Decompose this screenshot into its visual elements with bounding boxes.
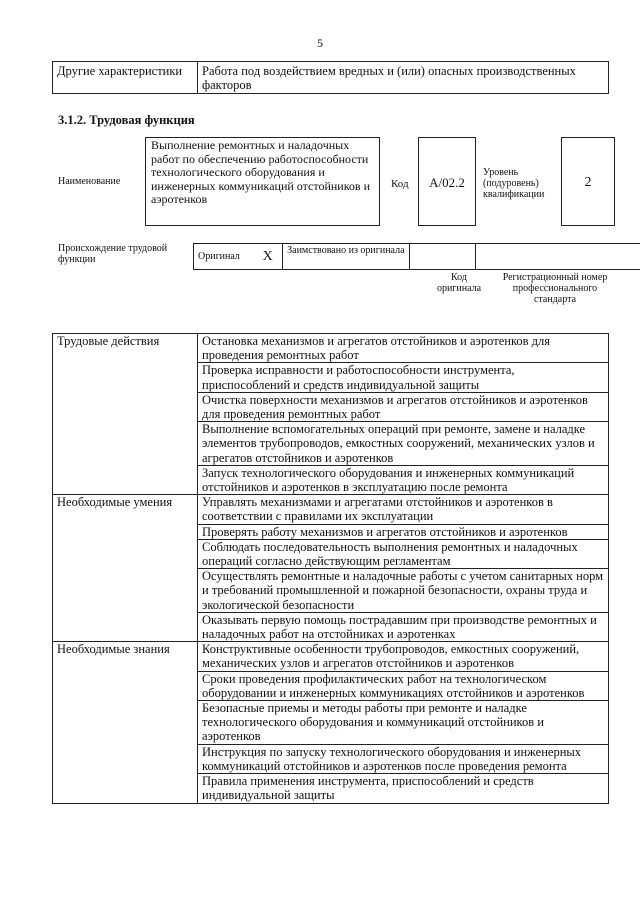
- level-label: Уровень (подуровень) квалификации: [483, 167, 545, 200]
- origin-label: Происхождение трудовой функции: [58, 243, 168, 265]
- other-characteristics-label: Другие характеристики: [53, 62, 198, 94]
- table-row: [53, 334, 609, 363]
- original-code-cell: [409, 244, 476, 270]
- table-row: [194, 244, 640, 270]
- function-details-table: [52, 333, 609, 804]
- item-cell: Правила применения инструмента, приспособлений и средств индивидуальной защиты: [198, 774, 609, 803]
- original-mark: X: [259, 244, 283, 270]
- item-cell: Проверять работу механизмов и агрегатов отстойников и аэротенков: [198, 524, 609, 539]
- item-cell: Управлять механизмами и агрегатами отстойников и аэротенков в соответствии с правилами их эксплуатации: [198, 495, 609, 524]
- item-cell: Выполнение вспомогательных операций при ремонте, замене и наладке элементов трубопроводов, емкостных сооружений, механических узлов и агрегатов отстойников и аэротенков: [198, 422, 609, 466]
- level-value-box: 2: [561, 137, 615, 226]
- origin-table: [193, 243, 640, 270]
- table-row: [53, 62, 609, 94]
- item-cell: Осуществлять ремонтные и наладочные работы с учетом санитарных норм и требований промышленной и пожарной безопасности, охраны труда и экологической безопасности: [198, 569, 609, 613]
- other-characteristics-table: [52, 61, 609, 94]
- table-row: [53, 495, 609, 524]
- code-label: Код: [391, 178, 409, 190]
- page-number: 5: [317, 36, 323, 50]
- borrowed-label: Заимствовано из оригинала: [283, 244, 410, 270]
- item-cell: Проверка исправности и работоспособности инструмента, приспособлений и средств индивидуальной защиты: [198, 363, 609, 392]
- other-characteristics-value: Работа под воздействием вредных и (или) опасных производственных факторов: [198, 62, 609, 94]
- item-cell: Безопасные приемы и методы работы при ремонте и наладке технологического оборудования и коммуникаций отстойников и аэротенков: [198, 701, 609, 745]
- function-name-box: Выполнение ремонтных и наладочных работ по обеспечению работоспособности технологического оборудования и инженерных коммуникаций отстойников и аэротенков: [145, 137, 380, 226]
- table-row: [53, 642, 609, 671]
- item-cell: Оказывать первую помощь пострадавшим при производстве ремонтных и наладочных работ на отстойниках и аэротенках: [198, 612, 609, 641]
- category-cell: Необходимые умения: [53, 495, 198, 642]
- original-label: Оригинал: [194, 244, 259, 270]
- item-cell: Запуск технологического оборудования и инженерных коммуникаций отстойников и аэротенков в эксплуатацию после ремонта: [198, 465, 609, 494]
- category-cell: Трудовые действия: [53, 334, 198, 495]
- item-cell: Сроки проведения профилактических работ на технологическом оборудовании и инженерных коммуникациях отстойников и аэротенков: [198, 671, 609, 700]
- reg-number-caption: Регистрационный номер профессионального стандарта: [502, 272, 608, 305]
- reg-number-cell: [476, 244, 640, 270]
- item-cell: Очистка поверхности механизмов и агрегатов отстойников и аэротенков для проведения ремонтных работ: [198, 392, 609, 421]
- category-cell: Необходимые знания: [53, 642, 198, 803]
- function-code-box: A/02.2: [418, 137, 476, 226]
- item-cell: Соблюдать последовательность выполнения ремонтных и наладочных операций согласно действующим регламентам: [198, 539, 609, 568]
- code-original-caption: Код оригинала: [436, 272, 482, 294]
- section-title: 3.1.2. Трудовая функция: [58, 113, 195, 127]
- details-body: [53, 334, 609, 804]
- name-label: Наименование: [58, 176, 121, 187]
- item-cell: Инструкция по запуску технологического оборудования и инженерных коммуникаций отстойников и аэротенков после проведения ремонта: [198, 744, 609, 773]
- item-cell: Остановка механизмов и агрегатов отстойников и аэротенков для проведения ремонтных работ: [198, 334, 609, 363]
- item-cell: Конструктивные особенности трубопроводов, емкостных сооружений, механических узлов и агрегатов отстойников и аэротенков: [198, 642, 609, 671]
